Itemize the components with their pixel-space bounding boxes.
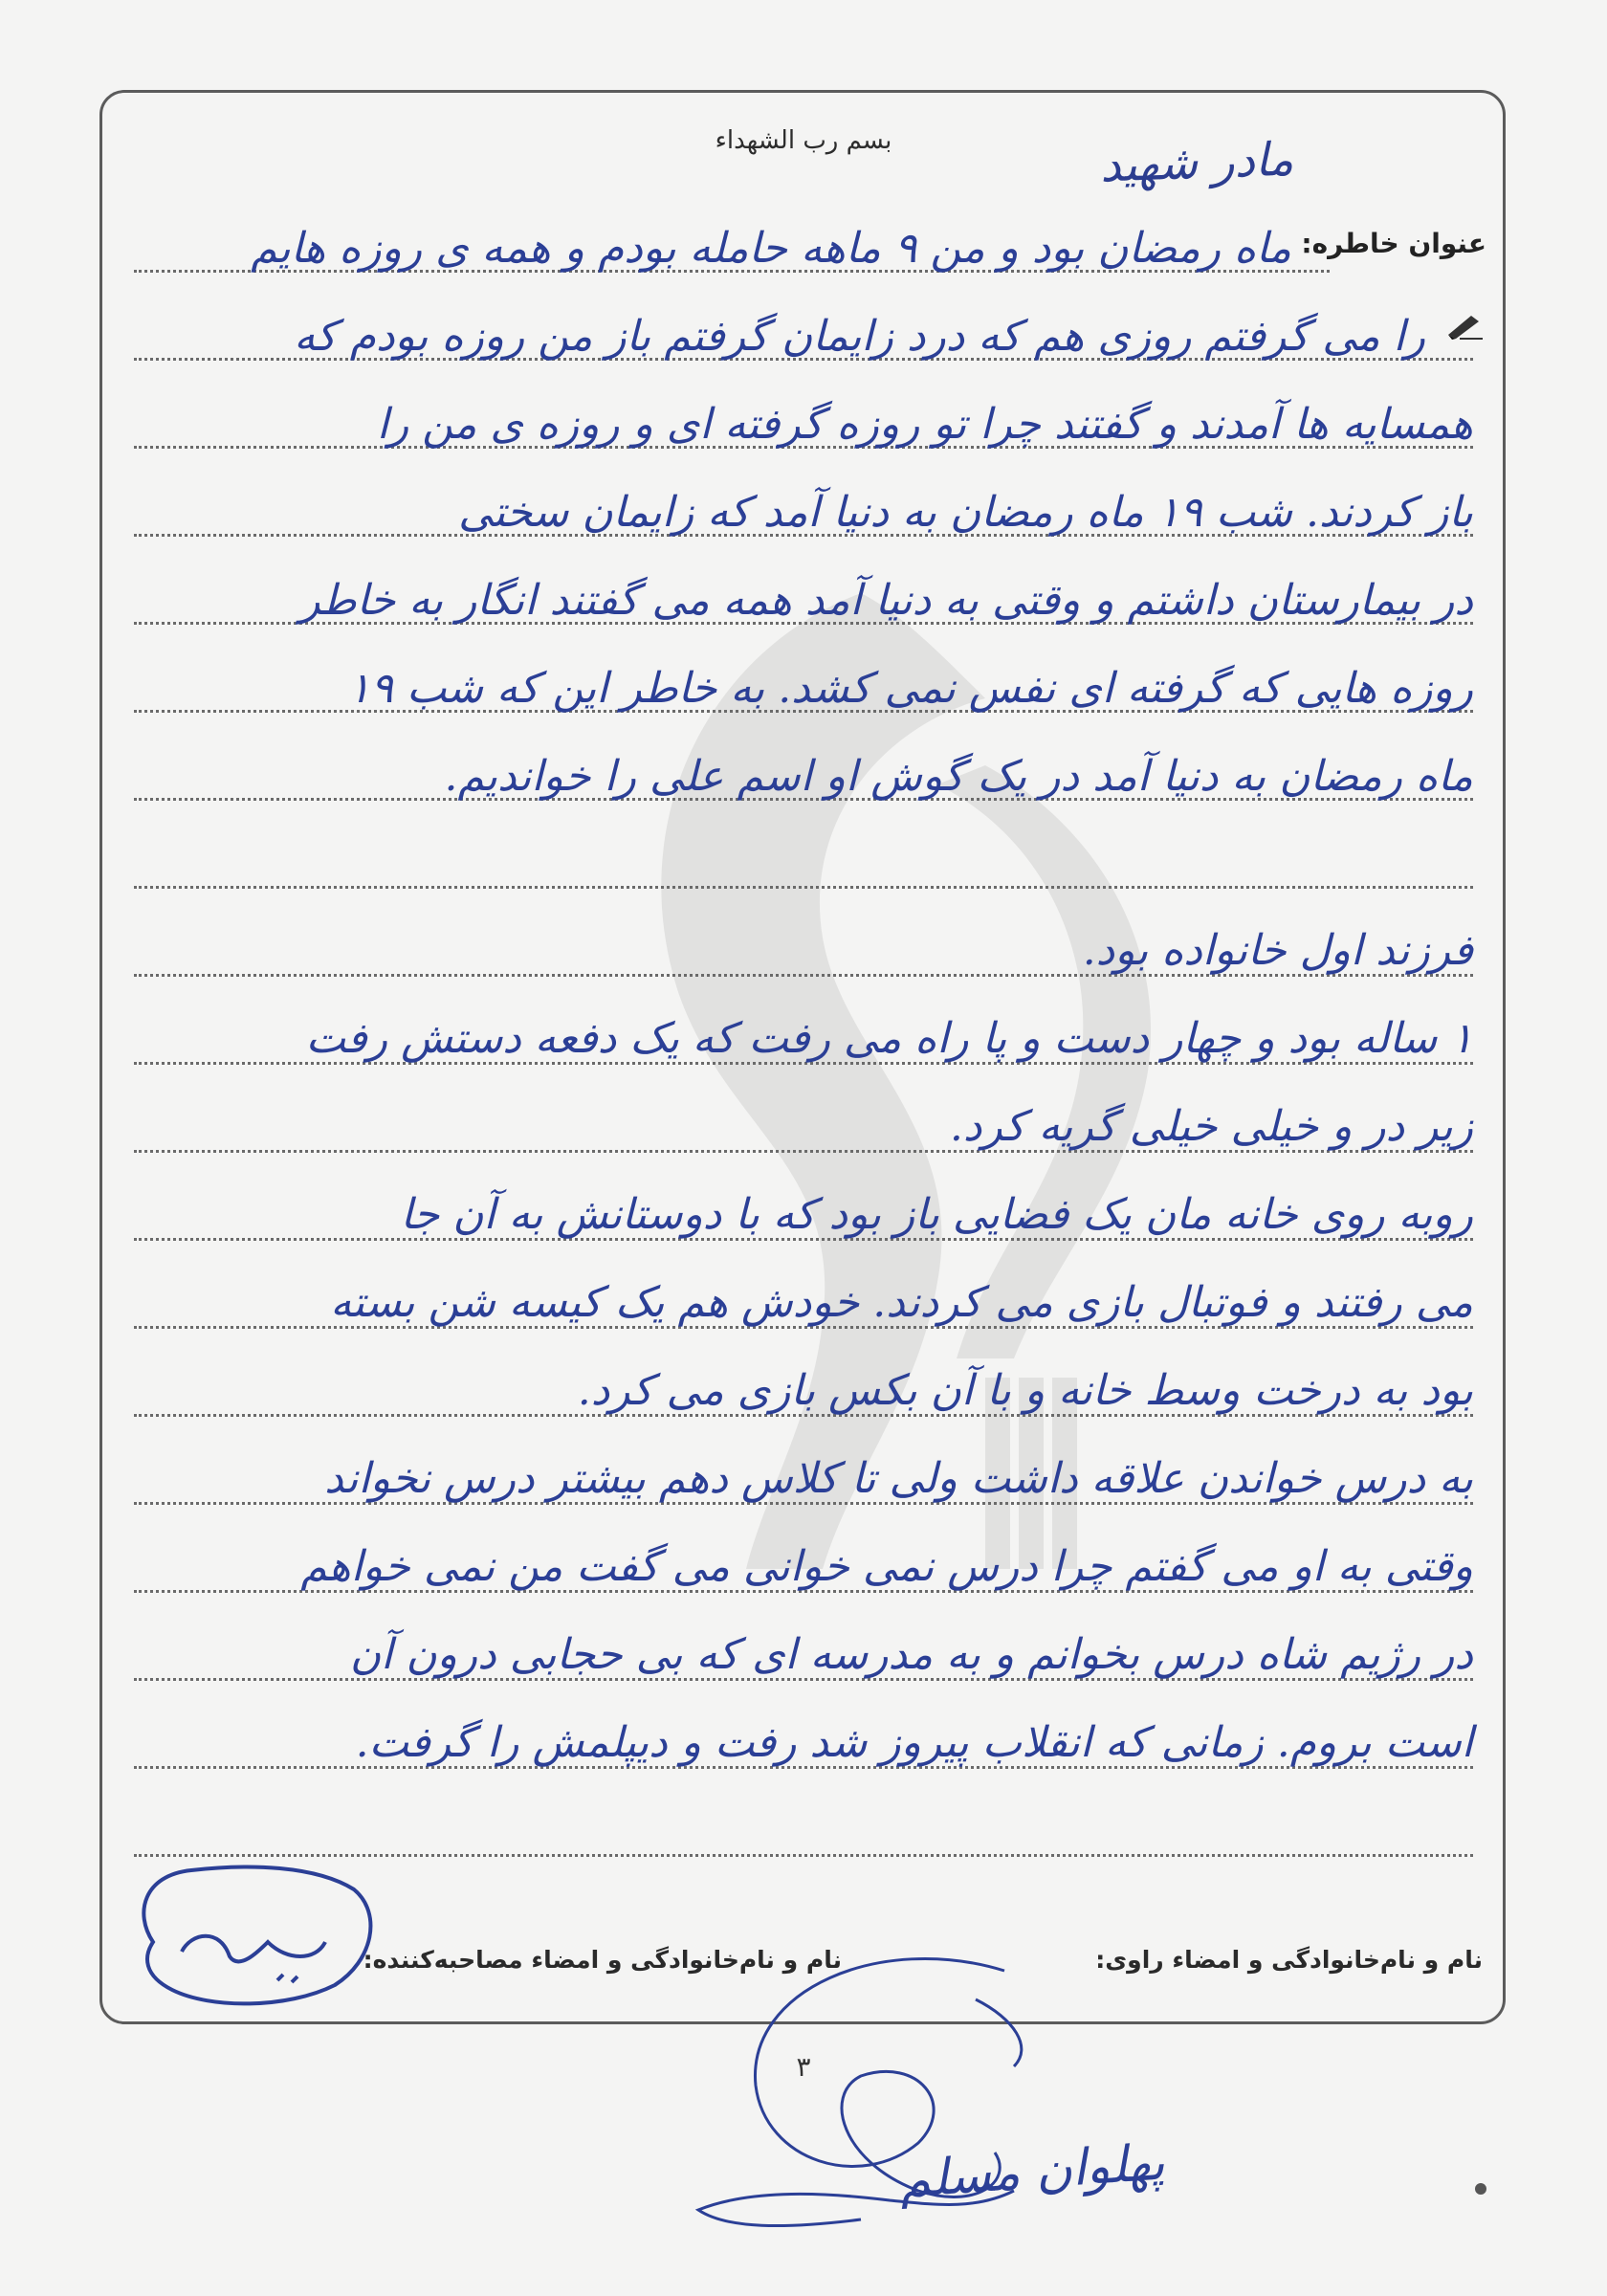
handwritten-line: به درس خواندن علاقه داشت ولی تا کلاس دهم بیشتر درس نخواند [324, 1454, 1473, 1503]
handwritten-line: است بروم. زمانی که انقلاب پیروز شد رفت و دیپلمش را گرفت. [355, 1718, 1473, 1767]
handwritten-line: روزه هایی که گرفته ای نفس نمی کشد. به خاطر این که شب ۱۹ [347, 664, 1473, 713]
handwritten-line: روبه روی خانه مان یک فضایی باز بود که با دوستانش به آن جا [400, 1190, 1473, 1239]
signature-footer [115, 1934, 1492, 1992]
interviewer-signature-name: پهلوان مسلم [897, 2133, 1167, 2210]
narrator-signature-label: نام و نام‌خانوادگی و امضاء راوی: [1095, 1946, 1483, 1974]
memoir-title-label: عنوان خاطره: [1301, 228, 1486, 259]
handwritten-line: ۱ ساله بود و چهار دست و پا راه می رفت که یک دفعه دستش رفت [305, 1014, 1473, 1063]
ink-dot [1475, 2183, 1486, 2195]
handwritten-line: ماه رمضان به دنیا آمد در یک گوش او اسم علی را خواندیم. [444, 752, 1473, 801]
handwritten-line: در رژیم شاه درس بخوانم و به مدرسه ای که بی حجابی درون آن [349, 1630, 1473, 1679]
handwritten-line: فرزند اول خانواده بود. [1082, 926, 1473, 975]
page-heading: بسم رب الشهداء [715, 126, 892, 155]
page-number: ۳ [796, 2051, 811, 2083]
handwritten-line: در بیمارستان داشتم و وقتی به دنیا آمد همه می گفتند انگار به خاطر [299, 576, 1473, 625]
ruled-line [134, 1854, 1473, 1857]
handwritten-line: را می گرفتم روزی هم که درد زایمان گرفتم باز من روزه بودم که [294, 312, 1425, 361]
handwritten-corner-note: مادر شهید [1099, 132, 1295, 193]
interviewer-signature-label: نام و نام‌خانوادگی و امضاء مصاحبه‌کننده: [363, 1946, 842, 1974]
handwritten-line: وقتی به او می گفتم چرا درس نمی خوانی می گفت من نمی خواهم [300, 1542, 1473, 1591]
handwritten-line: زیر در و خیلی خیلی گریه کرد. [949, 1102, 1473, 1151]
handwritten-line: بود به درخت وسط خانه و با آن بکس بازی می کرد. [577, 1366, 1473, 1415]
ruled-line [134, 886, 1473, 889]
handwritten-line: ماه رمضان بود و من ۹ ماهه حامله بودم و همه ی روزه هایم [251, 224, 1291, 273]
handwritten-line: می رفتند و فوتبال بازی می کردند. خودش هم یک کیسه شن بسته [330, 1278, 1473, 1327]
handwritten-line: باز کردند. شب ۱۹ ماه رمضان به دنیا آمد که زایمان سختی [458, 488, 1473, 537]
handwritten-line: همسایه ها آمدند و گفتند چرا تو روزه گرفته ای و روزه ی من را [376, 400, 1473, 449]
